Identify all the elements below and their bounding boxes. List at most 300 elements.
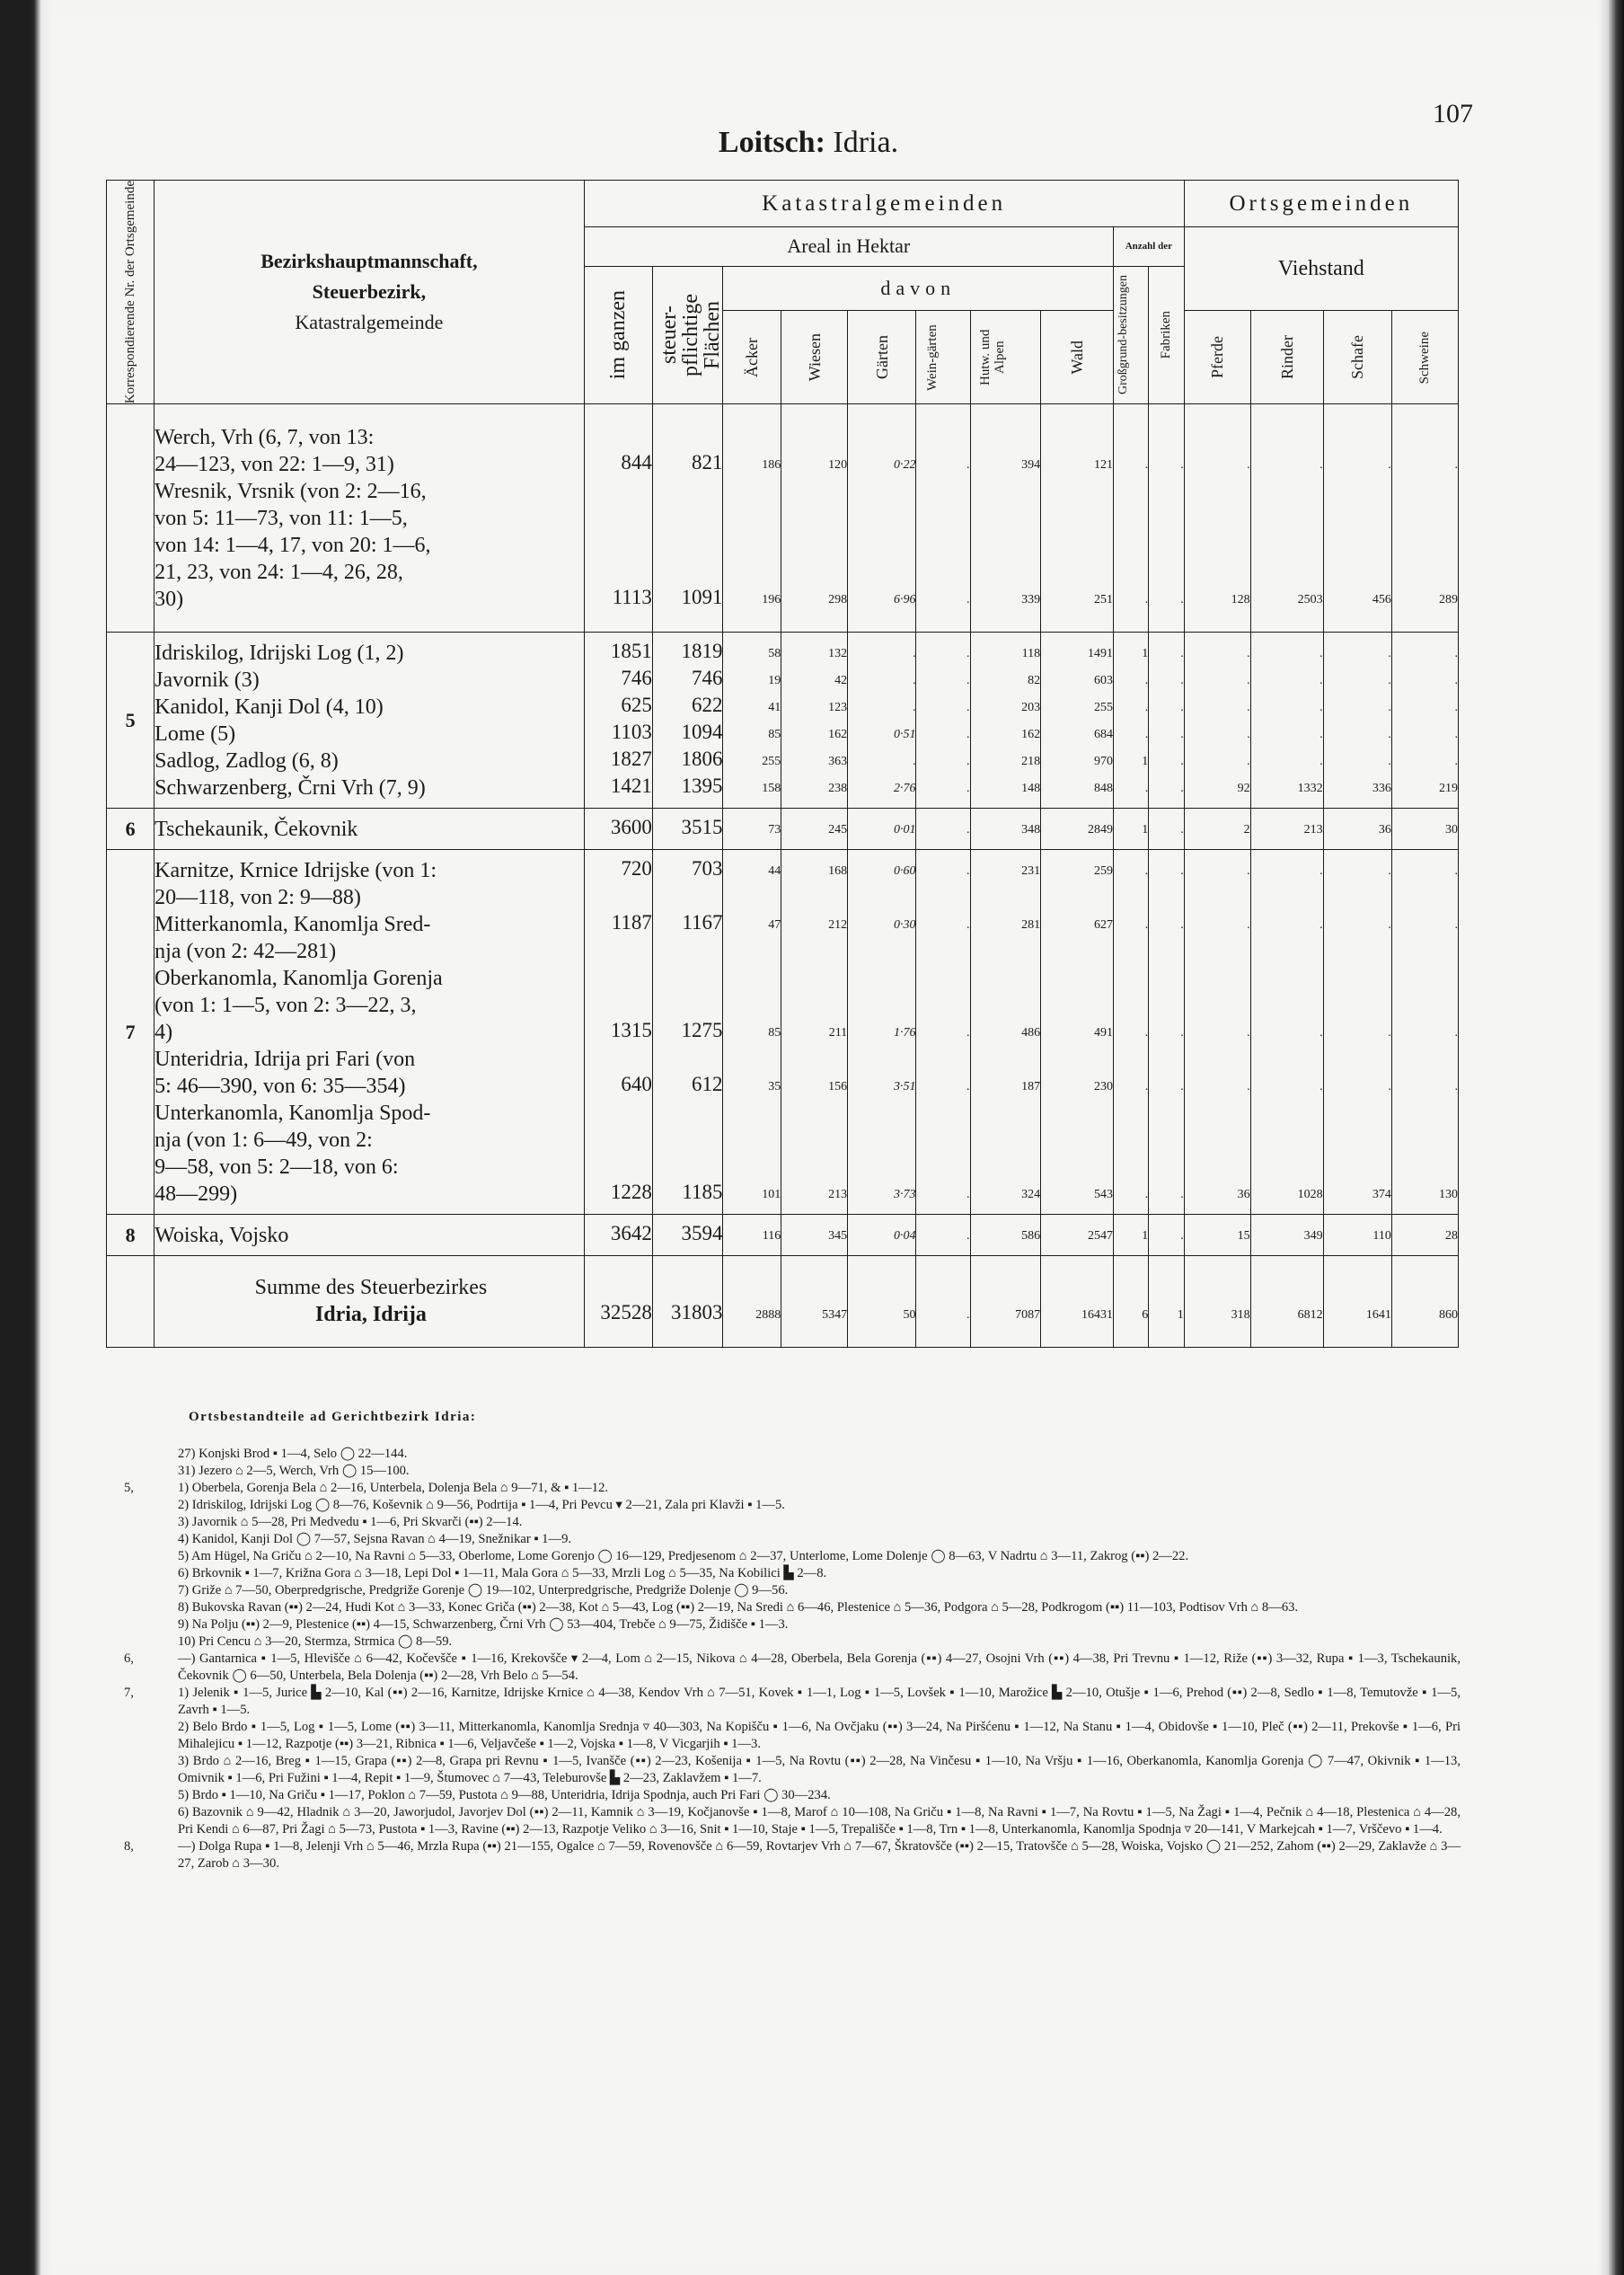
value-schweine: 30 — [1445, 823, 1458, 837]
value-fabr: . — [1180, 823, 1184, 837]
value-aecker: 58 — [768, 647, 781, 661]
cell-ganzen — [584, 404, 652, 633]
value-gross: . — [1144, 593, 1149, 607]
cell-schafe — [1323, 1256, 1391, 1348]
row-number: 8 — [107, 1215, 154, 1256]
value-ganzen: 1851 — [610, 640, 652, 663]
cell-rinder — [1250, 809, 1323, 850]
value-wald: 230 — [1094, 1080, 1113, 1094]
katastralgemeinde-name: Unterkanomla, Kanomlja Spod- — [154, 1102, 431, 1126]
footnote-text: 6) Bazovnik ⌂ 9—42, Hladnik ⌂ 3—20, Jaworjudol, Javorjev Dol (▪▪) 2—11, Kamnik ⌂ 3—19, Kočjanovše ▪ 1—8, Marof ⌂ 10—108, Na Griču ▪ 1—8, Na Ravni ▪ 1—7, Na Rovtu ▪ 1—5, Na Žagi ▪ 1—4, Pečnik ⌂ 4—18, Plestenica ⌂ 4—28, Pri Kendi ⌂ 6—87, Pri Žagi ⌂ 5—73, Pustota ▪ 1—3, Ravine (▪▪) 2—13, Razpotje Veliko ⌂ 3—16, Snit ▪ 1—10, Staje ▪ 1—5, Trepališče ▪ 1—8, Trn ▪ 1—8, Unterkanomla, Kanomlja Spodnja ▿ 20—141, V Markejcah ▪ 1—7, Vrščevo ▪ 1—4. — [178, 1805, 1461, 1837]
value-aecker: 85 — [768, 728, 781, 742]
value-wiesen: 132 — [828, 647, 848, 661]
katastralgemeinde-name: Javornik (3) — [154, 668, 260, 693]
value-wald: 251 — [1094, 593, 1113, 607]
cell-schafe — [1323, 850, 1391, 1215]
value-wiesen: 5347 — [822, 1308, 848, 1323]
value-wein: . — [966, 1229, 970, 1244]
col-header-ortsgemeinden: Ortsgemeinden — [1184, 181, 1458, 227]
cell-pferde — [1184, 404, 1250, 633]
value-gross: . — [1144, 1026, 1149, 1040]
value-rinder: . — [1320, 674, 1323, 688]
table-body — [107, 404, 1459, 1348]
cell-schafe — [1323, 1215, 1391, 1256]
value-schweine: 28 — [1445, 1229, 1458, 1244]
value-aecker: 158 — [762, 782, 781, 796]
footnote — [106, 1582, 1461, 1599]
value-rinder: . — [1320, 701, 1323, 715]
footnote-text: 10) Pri Cencu ⌂ 3—20, Stermza, Strmica ◯ 8—59. — [178, 1634, 453, 1649]
value-wiesen: 42 — [834, 674, 848, 688]
value-fabr: . — [1180, 1080, 1184, 1094]
col-header-im-ganzen: im ganzen — [584, 266, 652, 404]
value-gaerten: 3·51 — [893, 1080, 916, 1094]
value-wiesen: 120 — [828, 458, 848, 473]
cell-hutw — [970, 633, 1041, 809]
cell-aecker — [723, 809, 781, 850]
value-aecker: 35 — [768, 1080, 781, 1094]
value-gross: 1 — [1142, 823, 1149, 837]
value-gaerten: 0·51 — [893, 728, 916, 742]
value-gross: . — [1144, 864, 1149, 879]
value-ganzen: 32528 — [600, 1301, 652, 1324]
footnotes — [106, 1409, 1461, 1872]
cell-steuer — [652, 809, 723, 850]
cell-rinder — [1250, 633, 1323, 809]
value-hutw: 281 — [1021, 918, 1041, 933]
value-schafe: . — [1388, 864, 1391, 879]
value-gross: . — [1144, 458, 1149, 473]
value-fabr: . — [1180, 674, 1184, 688]
value-pferde: . — [1247, 674, 1250, 688]
cell-wein — [916, 633, 970, 809]
value-rinder: 1332 — [1297, 782, 1323, 796]
value-rinder: . — [1320, 728, 1323, 742]
katastralgemeinde-name: Sadlog, Zadlog (6, 8) — [154, 749, 339, 774]
footnote — [106, 1531, 1461, 1548]
value-rinder: 6812 — [1297, 1308, 1323, 1323]
katastralgemeinde-name: nja (von 1: 6—49, von 2: — [154, 1129, 373, 1153]
value-ganzen: 1827 — [610, 748, 652, 771]
value-ganzen: 1103 — [611, 721, 652, 744]
value-hutw: 187 — [1021, 1080, 1041, 1094]
value-ganzen: 720 — [621, 857, 652, 881]
row-number: 5 — [107, 633, 154, 809]
katastralgemeinde-names — [154, 809, 584, 850]
value-wein: . — [966, 1080, 970, 1094]
cell-ganzen — [584, 809, 652, 850]
value-ganzen: 3642 — [610, 1222, 652, 1245]
value-wiesen: 212 — [828, 918, 848, 933]
cell-wiesen — [781, 633, 848, 809]
value-fabr: . — [1180, 701, 1184, 715]
col-header-gaerten: Gärten — [848, 311, 916, 404]
value-steuer: 821 — [691, 451, 723, 474]
value-wein: . — [966, 1188, 970, 1202]
value-wein: . — [966, 728, 970, 742]
footnote-text: 9) Na Polju (▪▪) 2—9, Plestenice (▪▪) 4—15, Schwarzenberg, Črni Vrh ◯ 53—404, Trebče ⌂ 9—75, Židišče ▪ 1—3. — [178, 1617, 789, 1632]
footnote-text: 1) Jelenik ▪ 1—5, Jurice ▙ 2—10, Kal (▪▪) 2—16, Karnitze, Idrijske Krnice ⌂ 4—38, Kendov Vrh ⌂ 7—51, Kovek ▪ 1—1, Log ▪ 1—5, Lovšek ▪ 1—10, Marožice ▙ 2—10, Otušje ▪ 1—6, Prehod (▪▪) 2—8, Sedlo ▪ 1—8, Temutovže ▪ 1—5, Zavrh ▪ 1—5. — [178, 1686, 1461, 1717]
value-wald: 491 — [1094, 1026, 1113, 1040]
value-pferde: 2 — [1243, 823, 1250, 837]
value-schweine: . — [1454, 728, 1458, 742]
value-schafe: 36 — [1378, 823, 1391, 837]
value-pferde: . — [1247, 701, 1250, 715]
value-hutw: 324 — [1021, 1188, 1041, 1202]
col-header-steuerpflichtig: steuer-pflichtige Flächen — [652, 266, 723, 404]
value-schafe: . — [1388, 674, 1391, 688]
cell-rinder — [1250, 1256, 1323, 1348]
col-header-katastralgemeinden: Katastralgemeinden — [584, 181, 1184, 227]
cell-wiesen — [781, 1215, 848, 1256]
katastralgemeinde-name: Unteridria, Idrija pri Fari (von — [154, 1048, 416, 1072]
value-wiesen: 213 — [828, 1188, 848, 1202]
col-header-anzahl: Anzahl der — [1114, 227, 1185, 267]
value-ganzen: 746 — [621, 667, 652, 690]
col-header-grossgrund: Großgrund-besitzungen — [1114, 266, 1149, 404]
value-gaerten: 0·04 — [893, 1229, 916, 1244]
cell-hutw — [970, 1256, 1041, 1348]
katastralgemeinde-name: 24—123, von 22: 1—9, 31) — [154, 453, 394, 477]
katastralgemeinde-name: Mitterkanomla, Kanomlja Sred- — [154, 913, 431, 937]
cell-steuer — [652, 850, 723, 1215]
cell-fabr — [1149, 809, 1184, 850]
footnote-text: 5) Brdo ▪ 1—10, Na Griču ▪ 1—17, Poklon ⌂ 7—59, Pustota ⌂ 9—88, Unteridria, Idrija Spodnja, auch Pri Fari ◯ 30—234. — [178, 1788, 831, 1802]
value-wiesen: 162 — [828, 728, 848, 742]
value-wiesen: 123 — [828, 701, 848, 715]
footnote-section: 7, — [124, 1686, 134, 1700]
value-pferde: . — [1247, 755, 1250, 769]
value-gross: 1 — [1142, 755, 1149, 769]
value-pferde: . — [1247, 1080, 1250, 1094]
value-steuer: 3515 — [681, 816, 723, 839]
katastralgemeinde-names — [154, 1256, 584, 1348]
cell-schweine — [1391, 1256, 1458, 1348]
value-gross: . — [1144, 701, 1149, 715]
value-aecker: 44 — [768, 864, 781, 879]
cell-wiesen — [781, 809, 848, 850]
value-wiesen: 298 — [828, 593, 848, 607]
value-rinder: 1028 — [1297, 1188, 1323, 1202]
value-gross: . — [1144, 918, 1149, 933]
cell-pferde — [1184, 1256, 1250, 1348]
footnote — [106, 1651, 1461, 1685]
value-rinder: . — [1320, 647, 1323, 661]
cell-hutw — [970, 404, 1041, 633]
value-aecker: 101 — [762, 1188, 781, 1202]
footnote — [106, 1616, 1461, 1633]
footnote — [106, 1599, 1461, 1616]
cell-schafe — [1323, 809, 1391, 850]
katastralgemeinde-name: 48—299) — [154, 1182, 238, 1207]
footnote-text: 4) Kanidol, Kanji Dol ◯ 7—57, Sejsna Ravan ⌂ 4—19, Snežnikar ▪ 1—9. — [178, 1532, 572, 1546]
value-wein: . — [966, 458, 970, 473]
col-header-bezirk: Bezirkshauptmannschaft, Steuerbezirk, Katastralgemeinde — [154, 181, 584, 404]
value-aecker: 116 — [762, 1229, 781, 1244]
footnotes-list — [106, 1446, 1461, 1872]
cell-wald — [1041, 809, 1114, 850]
value-pferde: 15 — [1237, 1229, 1250, 1244]
footnote — [106, 1804, 1461, 1838]
cell-schweine — [1391, 404, 1458, 633]
value-schafe: 1641 — [1365, 1308, 1391, 1323]
cell-wald — [1041, 633, 1114, 809]
value-wein: . — [966, 593, 970, 607]
value-wald: 543 — [1094, 1188, 1113, 1202]
value-hutw: 231 — [1021, 864, 1041, 879]
footnote-section: 5, — [124, 1481, 134, 1495]
value-hutw: 486 — [1021, 1026, 1041, 1040]
katastralgemeinde-name: Karnitze, Krnice Idrijske (von 1: — [154, 859, 437, 883]
col-header-wald: Wald — [1041, 311, 1114, 404]
value-wald: 16431 — [1081, 1308, 1113, 1323]
footnote — [106, 1514, 1461, 1531]
footnote — [106, 1719, 1461, 1753]
cell-wald — [1041, 1215, 1114, 1256]
cell-schweine — [1391, 850, 1458, 1215]
value-steuer: 1806 — [681, 748, 723, 771]
value-ganzen: 640 — [621, 1073, 652, 1096]
value-schafe: 336 — [1372, 782, 1391, 796]
statistics-table — [106, 180, 1459, 1348]
footnote — [106, 1497, 1461, 1514]
value-wein: . — [966, 918, 970, 933]
katastralgemeinde-name: Tschekaunik, Čekovnik — [154, 818, 358, 842]
value-rinder: 349 — [1303, 1229, 1323, 1244]
value-gross: 6 — [1142, 1308, 1149, 1323]
katastralgemeinde-name: Werch, Vrh (6, 7, von 13: — [154, 426, 375, 450]
value-gaerten: 0·22 — [893, 458, 916, 473]
value-wald: 684 — [1094, 728, 1113, 742]
cell-gaerten — [848, 633, 916, 809]
cell-gaerten — [848, 1215, 916, 1256]
table-header — [107, 181, 1459, 404]
footnote — [106, 1753, 1461, 1787]
value-wiesen: 363 — [828, 755, 848, 769]
value-gaerten: 3·73 — [893, 1188, 916, 1202]
value-gaerten: 0·30 — [893, 918, 916, 933]
row-number: 6 — [107, 809, 154, 850]
value-wein: . — [966, 782, 970, 796]
value-gaerten: 0·01 — [893, 823, 916, 837]
footnote-text: 6) Brkovnik ▪ 1—7, Križna Gora ⌂ 3—18, Lepi Dol ▪ 1—11, Mala Gora ⌂ 5—33, Mrzli Log ⌂ 5—35, Na Kobilici ▙ 2—8. — [178, 1566, 827, 1580]
cell-aecker — [723, 850, 781, 1215]
value-rinder: . — [1320, 458, 1323, 473]
value-wein: . — [966, 1308, 970, 1323]
value-fabr: . — [1180, 1026, 1184, 1040]
value-ganzen: 1315 — [610, 1019, 652, 1042]
value-rinder: . — [1320, 1080, 1323, 1094]
katastralgemeinde-name: Summe des Steuerbezirkes — [254, 1276, 488, 1300]
col-header-hutweiden: Hutw. und Alpen — [970, 311, 1041, 404]
value-ganzen: 1228 — [610, 1181, 652, 1204]
katastralgemeinde-names — [154, 1215, 584, 1256]
value-wiesen: 168 — [828, 864, 848, 879]
value-schweine: . — [1454, 755, 1458, 769]
value-schafe: . — [1388, 918, 1391, 933]
value-steuer: 622 — [691, 694, 723, 717]
value-schweine: 289 — [1439, 593, 1458, 607]
footnote-text: —) Dolga Rupa ▪ 1—8, Jelenji Vrh ⌂ 5—46, Mrzla Rupa (▪▪) 21—155, Ogalce ⌂ 7—59, Rovenovšče ⌂ 6—59, Rovtarjev Vrh ⌂ 7—67, Škratovšče (▪▪) 2—15, Tratovšče ⌂ 5—28, Woiska, Vojsko ◯ 21—252, Zahom (▪▪) 2—29, Zaklavže ⌂ 3—27, Zarob ⌂ 3—30. — [178, 1839, 1461, 1871]
cell-wiesen — [781, 850, 848, 1215]
value-hutw: 203 — [1021, 701, 1041, 715]
value-hutw: 118 — [1021, 647, 1041, 661]
cell-wald — [1041, 850, 1114, 1215]
cell-steuer — [652, 1256, 723, 1348]
value-gaerten: 1·76 — [893, 1026, 916, 1040]
footnotes-header: Ortsbestandteile ad Gerichtbezirk Idria: — [189, 1410, 477, 1424]
value-ganzen: 844 — [621, 451, 652, 474]
page-title-place: Loitsch: — [718, 126, 825, 159]
cell-wiesen — [781, 404, 848, 633]
value-rinder: . — [1320, 1026, 1323, 1040]
cell-rinder — [1250, 404, 1323, 633]
katastralgemeinde-names — [154, 404, 584, 633]
katastralgemeinde-name: Wresnik, Vrsnik (von 2: 2—16, — [154, 480, 427, 504]
value-ganzen: 1421 — [610, 775, 652, 798]
value-gross: . — [1144, 1188, 1149, 1202]
value-schweine: 219 — [1439, 782, 1458, 796]
table-row — [107, 809, 1459, 850]
row-number — [107, 404, 154, 633]
footnote — [106, 1565, 1461, 1582]
value-steuer: 3594 — [681, 1222, 723, 1245]
cell-fabr — [1149, 1256, 1184, 1348]
value-wiesen: 345 — [828, 1229, 848, 1244]
cell-rinder — [1250, 1215, 1323, 1256]
footnote — [106, 1548, 1461, 1565]
cell-pferde — [1184, 633, 1250, 809]
value-gaerten: 2·76 — [893, 782, 916, 796]
table-row — [107, 850, 1459, 1215]
katastralgemeinde-name: Kanidol, Kanji Dol (4, 10) — [154, 695, 384, 720]
col-header-pferde: Pferde — [1184, 311, 1250, 404]
footnote-text: 31) Jezero ⌂ 2—5, Werch, Vrh ◯ 15—100. — [178, 1464, 410, 1478]
col-header-areal: Areal in Hektar — [584, 227, 1113, 267]
footnote-text: 1) Oberbela, Gorenja Bela ⌂ 2—16, Unterbela, Dolenja Bela ⌂ 9—71, & ▪ 1—12. — [178, 1481, 609, 1495]
footnote-text: 3) Brdo ⌂ 2—16, Breg ▪ 1—15, Grapa (▪▪) 2—8, Grapa pri Revnu ▪ 1—5, Ivanšče (▪▪) 2—23, Košenija ▪ 1—5, Na Rovtu (▪▪) 2—28, Na Vinčesu ▪ 1—10, Na Vršju ▪ 1—16, Oberkanomla, Kanomlja Gorenja ◯ 7—47, Okivnik ▪ 1—13, Omivnik ▪ 1—6, Pri Fužini ▪ 1—4, Repit ▪ 1—9, Štumovec ⌂ 7—43, Teleburovše ▙ 2—23, Zaklavžem ▪ 1—7. — [178, 1754, 1461, 1785]
katastralgemeinde-name: 20—118, von 2: 9—88) — [154, 886, 361, 910]
value-schafe: 456 — [1372, 593, 1391, 607]
value-pferde: 318 — [1231, 1308, 1250, 1323]
value-hutw: 218 — [1021, 755, 1041, 769]
value-fabr: . — [1180, 593, 1184, 607]
page-title — [629, 126, 988, 160]
cell-aecker — [723, 404, 781, 633]
col-header-fabriken: Fabriken — [1149, 266, 1184, 404]
value-gross: . — [1144, 1080, 1149, 1094]
value-schweine: . — [1454, 674, 1458, 688]
value-fabr: 1 — [1177, 1308, 1184, 1323]
value-gaerten: 6·96 — [893, 593, 916, 607]
cell-ganzen — [584, 633, 652, 809]
footnote-section: 6, — [124, 1651, 134, 1666]
cell-fabr — [1149, 850, 1184, 1215]
value-pferde: . — [1247, 647, 1250, 661]
value-schafe: . — [1388, 728, 1391, 742]
table-row — [107, 633, 1459, 809]
value-fabr: . — [1180, 458, 1184, 473]
cell-hutw — [970, 1215, 1041, 1256]
value-gaerten: . — [912, 647, 916, 661]
value-fabr: . — [1180, 1229, 1184, 1244]
cell-steuer — [652, 1215, 723, 1256]
value-wald: 121 — [1094, 458, 1113, 473]
value-schafe: . — [1388, 701, 1391, 715]
col-header-rinder: Rinder — [1250, 311, 1323, 404]
cell-schafe — [1323, 404, 1391, 633]
value-gross: . — [1144, 728, 1149, 742]
cell-pferde — [1184, 1215, 1250, 1256]
value-hutw: 339 — [1021, 593, 1041, 607]
value-pferde: . — [1247, 918, 1250, 933]
value-steuer: 746 — [691, 667, 723, 690]
col-header-viehstand: Viehstand — [1184, 227, 1458, 311]
value-steuer: 1395 — [681, 775, 723, 798]
footnote — [106, 1838, 1461, 1872]
value-aecker: 186 — [762, 458, 781, 473]
col-header-nr: Korrespondierende Nr. der Ortsgemeinde — [107, 181, 154, 404]
cell-fabr — [1149, 633, 1184, 809]
footnote-text: 8) Bukovska Ravan (▪▪) 2—24, Hudi Kot ⌂ 3—33, Konec Griča (▪▪) 2—38, Kot ⌂ 5—43, Log (▪▪) 2—19, Na Sredi ⌂ 6—46, Plestenice ⌂ 5—36, Podgora ⌂ 5—28, Podkrogom (▪▪) 11—103, Podtisov Vrh ⌂ 8—63. — [178, 1600, 1299, 1615]
value-wein: . — [966, 701, 970, 715]
value-rinder: . — [1320, 755, 1323, 769]
value-fabr: . — [1180, 728, 1184, 742]
col-header-aecker: Äcker — [723, 311, 781, 404]
value-pferde: . — [1247, 458, 1250, 473]
cell-steuer — [652, 633, 723, 809]
cell-gross — [1114, 633, 1149, 809]
footnote — [106, 1446, 1461, 1463]
value-gaerten: . — [912, 755, 916, 769]
value-schweine: . — [1454, 864, 1458, 879]
col-header-davon: davon — [723, 266, 1114, 311]
value-aecker: 196 — [762, 593, 781, 607]
katastralgemeinde-name: Woiska, Vojsko — [154, 1224, 289, 1248]
cell-wein — [916, 1215, 970, 1256]
value-pferde: . — [1247, 1026, 1250, 1040]
footnote — [106, 1480, 1461, 1497]
katastralgemeinde-name: 5: 46—390, von 6: 35—354) — [154, 1075, 406, 1099]
footnote-section: 8, — [124, 1839, 134, 1854]
row-number — [107, 1256, 154, 1348]
katastralgemeinde-name: (von 1: 1—5, von 2: 3—22, 3, — [154, 994, 417, 1018]
value-wein: . — [966, 674, 970, 688]
cell-aecker — [723, 1215, 781, 1256]
value-schweine: . — [1454, 458, 1458, 473]
cell-ganzen — [584, 850, 652, 1215]
value-aecker: 73 — [768, 823, 781, 837]
footnote-text: 2) Belo Brdo ▪ 1—5, Log ▪ 1—5, Lome (▪▪) 3—11, Mitterkanomla, Kanomlja Srednja ▿ 40—303, Na Kopišču ▪ 1—6, Na Ovčjaku (▪▪) 3—24, Na Piršćenu ▪ 1—12, Na Stanu ▪ 1—4, Obidovše ▪ 1—10, Pleč (▪▪) 2—11, Prekovše ▪ 1—6, Pri Mihalejicu ▪ 1—12, Razpotje (▪▪) 3—21, Ribnica ▪ 1—6, Veljavčeše ▪ 1—2, Vojska ▪ 1—8, V Vicgarjih ▪ 1—3. — [178, 1720, 1461, 1751]
cell-gross — [1114, 1256, 1149, 1348]
katastralgemeinde-names — [154, 633, 584, 809]
value-steuer: 1091 — [681, 586, 723, 609]
page-number: 107 — [1433, 99, 1473, 128]
value-steuer: 31803 — [670, 1301, 723, 1324]
value-ganzen: 1187 — [611, 911, 652, 934]
cell-hutw — [970, 850, 1041, 1215]
value-wald: 255 — [1094, 701, 1113, 715]
footnote — [106, 1787, 1461, 1804]
value-wald: 603 — [1094, 674, 1113, 688]
value-wein: . — [966, 823, 970, 837]
value-steuer: 703 — [691, 857, 723, 881]
value-wald: 627 — [1094, 918, 1113, 933]
value-wald: 2547 — [1088, 1229, 1113, 1244]
cell-wein — [916, 404, 970, 633]
cell-ganzen — [584, 1256, 652, 1348]
value-wald: 848 — [1094, 782, 1113, 796]
